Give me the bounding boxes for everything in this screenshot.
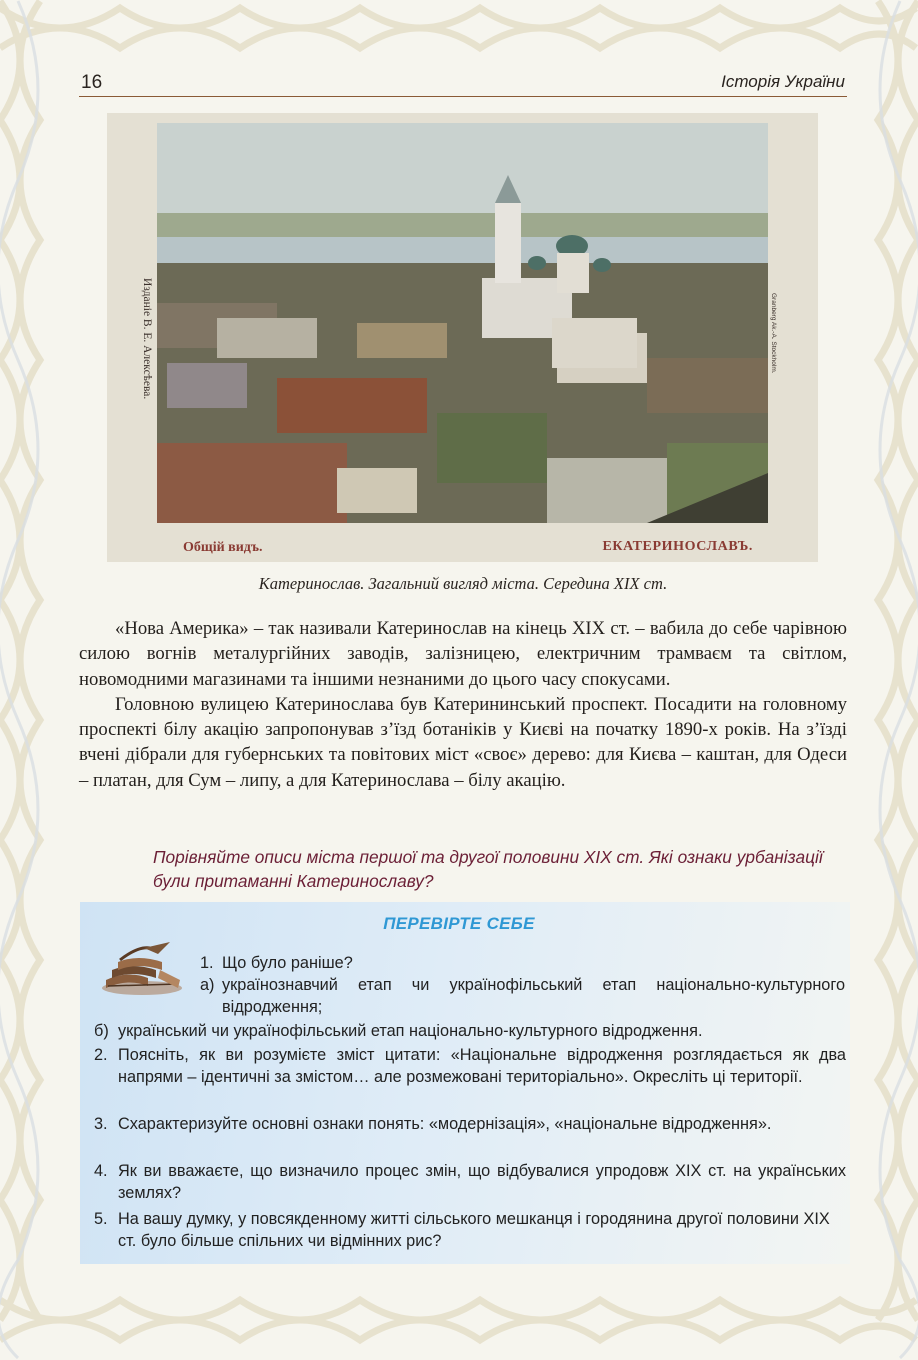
printer-vertical-text: Granberg Ak.-A. Stockholm.	[770, 293, 777, 374]
postcard-image	[107, 113, 818, 562]
task-text: Як ви вважаєте, що визначило процес змін, що відбувалися упродовж XIX ст. на українських землях?	[118, 1162, 846, 1202]
task-text: Що було раніше?	[222, 954, 353, 972]
publisher-vertical-text: Изданіе В. Е. Алексѣева.	[141, 278, 153, 400]
running-header	[79, 70, 847, 97]
postcard-illustration	[107, 113, 818, 562]
task-number: 5.	[94, 1210, 108, 1228]
page-number: 16	[81, 72, 103, 93]
books-quill-icon	[98, 940, 188, 998]
task-number: 4.	[94, 1162, 108, 1180]
task-number: 3.	[94, 1115, 108, 1133]
task-text: На вашу думку, у повсякденному житті сільського мешканця і городянина другої половини XIX ст. було більше спільних чи відмінних рис?	[118, 1210, 830, 1250]
reflection-question: Порівняйте описи міста першої та другої половини XIX ст. Які ознаки урбанізації були притаманні Катеринославу?	[153, 847, 823, 891]
task-text: український чи українофільський етап національно-культурного відродження.	[118, 1022, 703, 1040]
postcard-bottom-right-text: ЕКАТЕРИНОСЛАВЪ.	[602, 539, 753, 554]
task-number: б)	[94, 1022, 109, 1040]
paragraph-2: Головною вулицею Катеринослава був Катерининський проспект. Посадити на головному проспекті білу акацію запропонував з’їзд ботаніків у Києві на початку 1890-х років. На з’їзді вчені дібрали для губернських та повітових міст «своє» дерево: для Києва – каштан, для Одеси – платан, для Сум – липу, а для Катеринослава – білу акацію.	[79, 693, 847, 791]
task-text: Поясніть, як ви розумієте зміст цитати: «Національне відродження розглядається як два напрями – ідентичні за змістом… але розмежовані територіально». Окресліть ці території.	[118, 1046, 846, 1086]
task-number: а)	[200, 976, 215, 994]
task-text: Схарактеризуйте основні ознаки понять: «модернізація», «національне відродження».	[118, 1115, 772, 1133]
check-yourself-title: ПЕРЕВІРТЕ СЕБЕ	[383, 914, 535, 933]
task-number: 1.	[200, 954, 214, 972]
body-text	[79, 616, 847, 793]
task-number: 2.	[94, 1046, 108, 1064]
task-text: українознавчий етап чи українофільський етап національно-культурного відродження;	[222, 976, 845, 1016]
book-title: Історія України	[721, 72, 845, 91]
figure-caption: Катеринослав. Загальний вигляд міста. Середина XIX ст.	[258, 574, 668, 593]
postcard-bottom-left-text: Общій видъ.	[183, 540, 263, 555]
paragraph-1: «Нова Америка» – так називали Катеринослав на кінець XIX ст. – вабила до себе чарівною силою вогнів металургійних заводів, залізницею, електричним трамваєм та світлом, новомодними магазинами та іншими незнаними до цього часу спокусами.	[79, 618, 847, 690]
